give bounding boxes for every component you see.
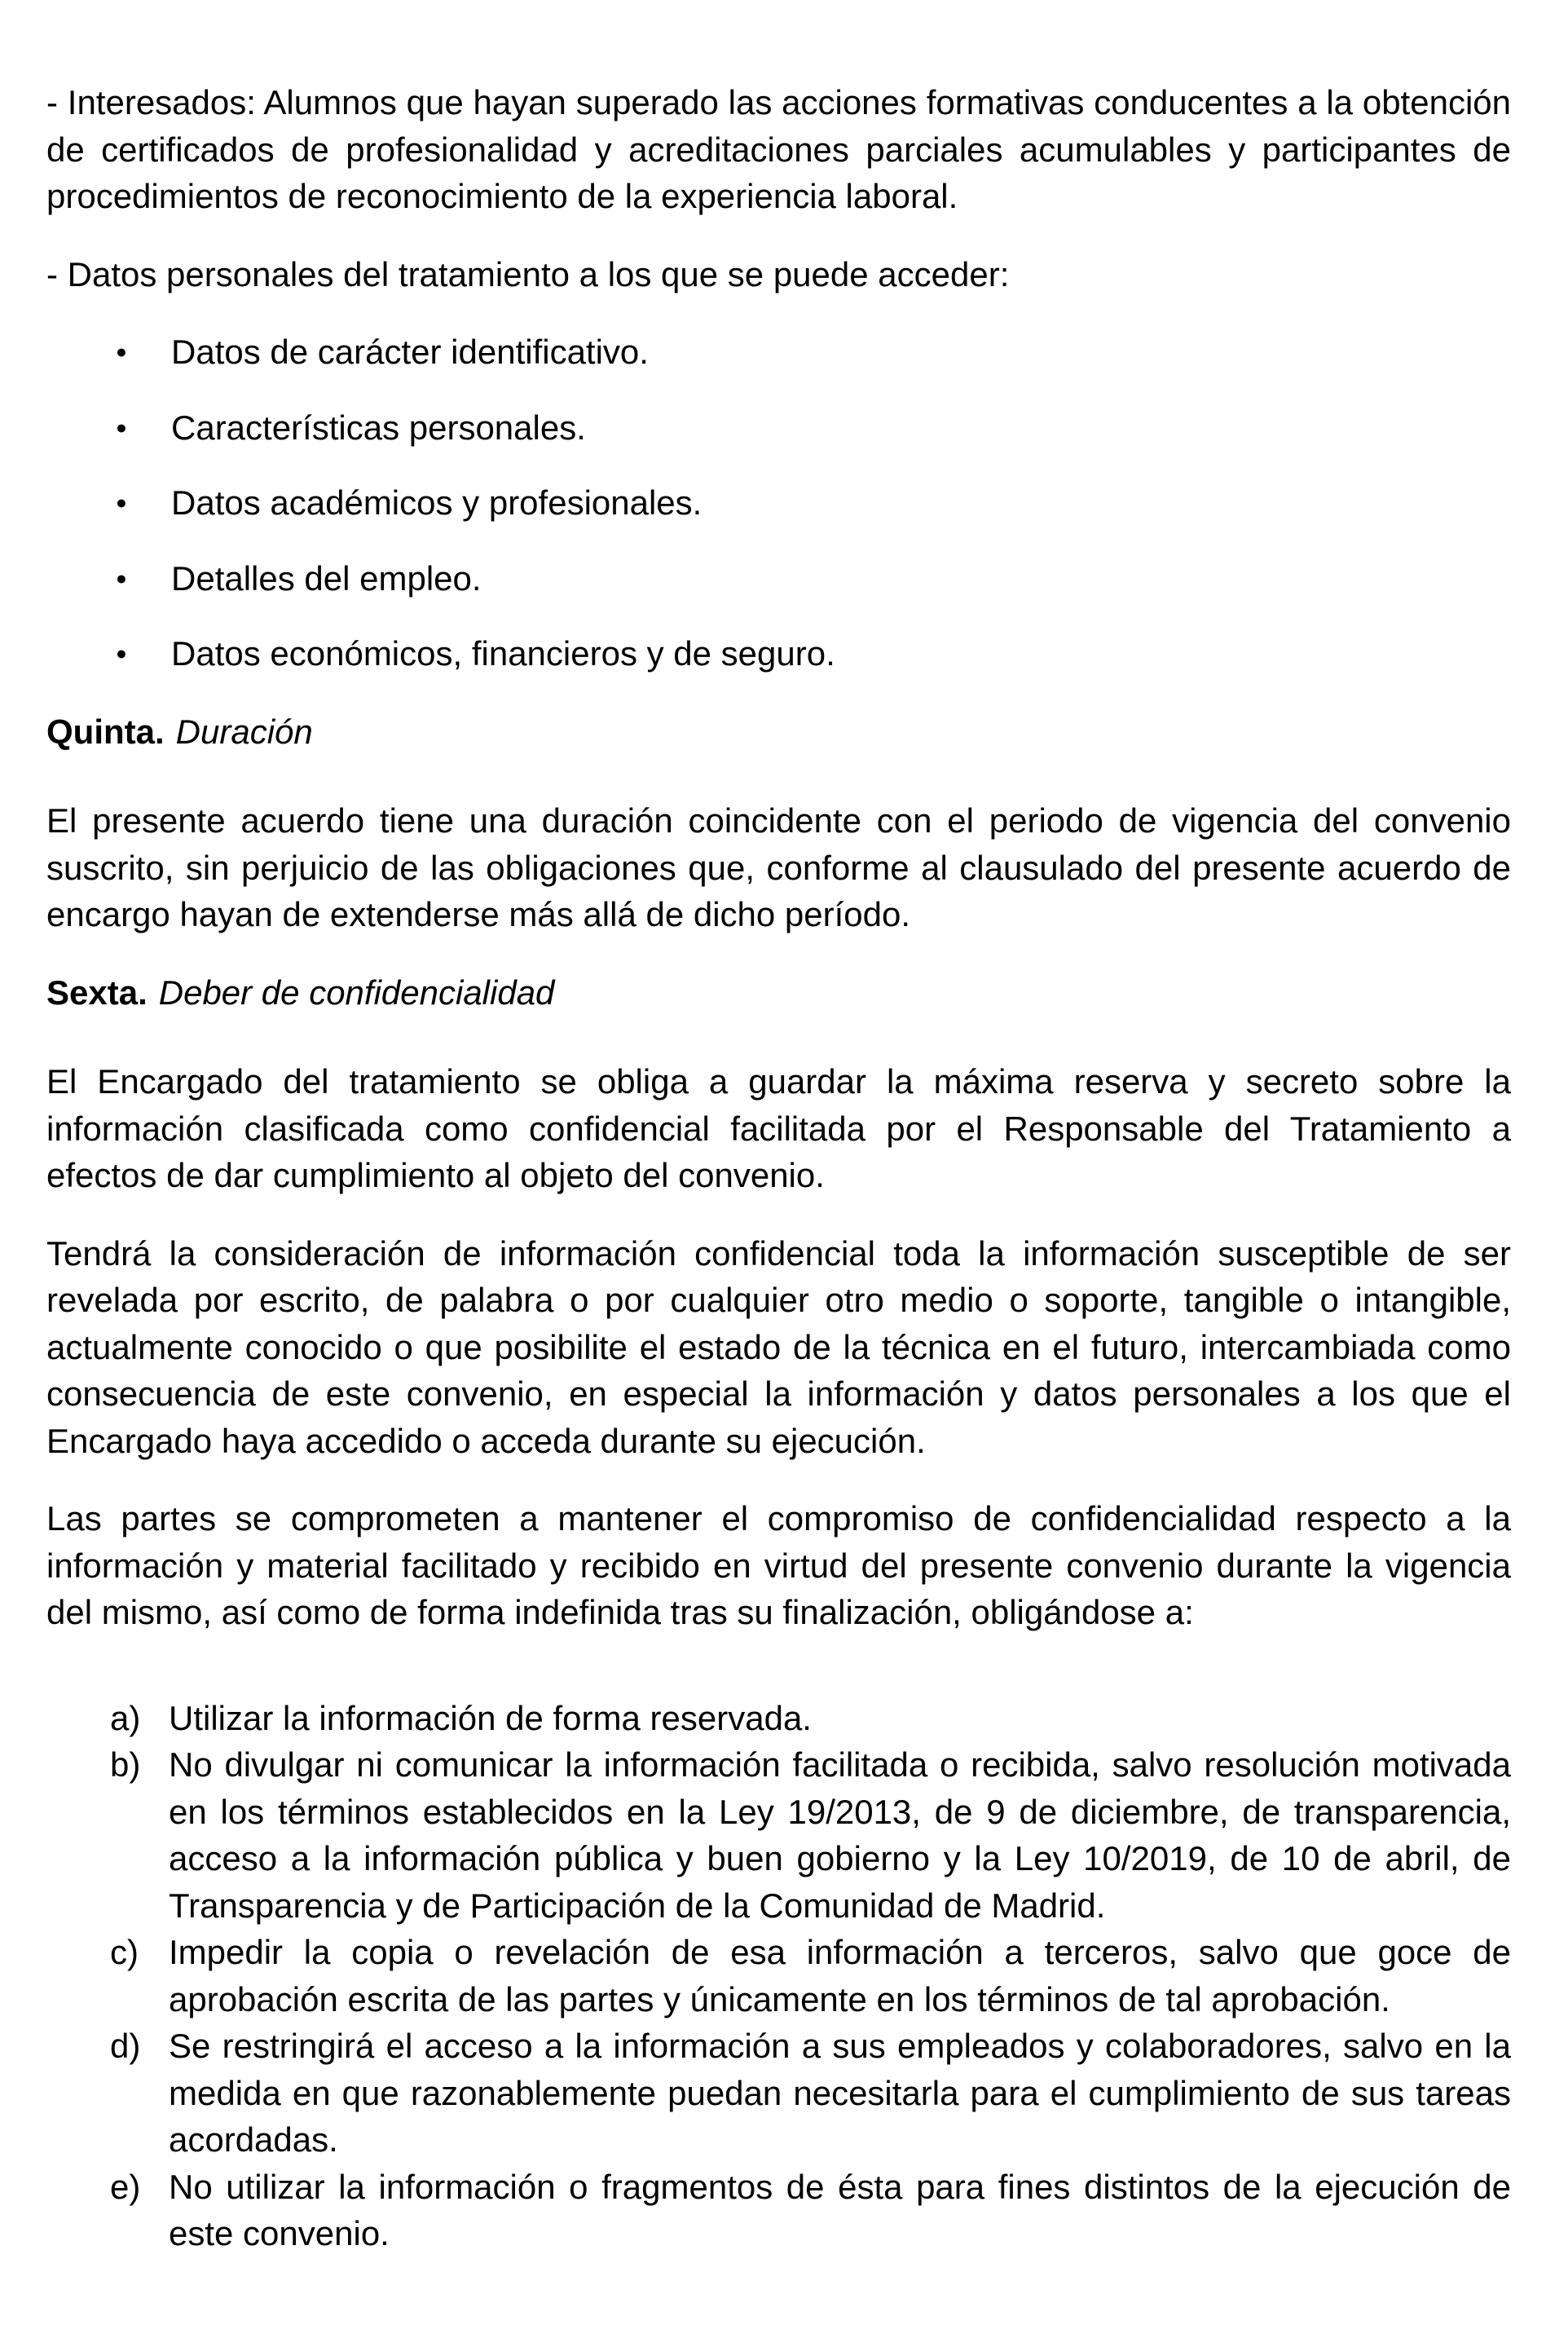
bullet-icon: ● — [116, 341, 127, 362]
heading-quinta-title: Duración — [175, 712, 313, 751]
heading-quinta — [46, 708, 1511, 756]
bullet-item — [46, 630, 1511, 677]
lettered-list — [46, 1695, 1511, 2257]
bullet-icon: ● — [116, 492, 127, 513]
bullet-item — [46, 479, 1511, 527]
lettered-item-text: Utilizar la información de forma reservada. — [169, 1698, 812, 1737]
lettered-item — [46, 2164, 1511, 2257]
heading-sexta-label: Sexta. — [46, 973, 148, 1012]
lettered-item-marker: a) — [110, 1698, 141, 1737]
lettered-item — [46, 2023, 1511, 2164]
paragraph-reserva: El Encargado del tratamiento se obliga a guardar la máxima reserva y secreto sobre la información clasificada como confidencial facilitada por el Responsable del Tratamiento a efectos de dar cumplimiento al objeto del convenio. — [46, 1062, 1511, 1194]
paragraph-datos-acceso: - Datos personales del tratamiento a los que se puede acceder: — [46, 254, 1010, 293]
paragraph-confidencial: Tendrá la consideración de información confidencial toda la información susceptible de ser revelada por escrito, de palabra o por cualquier otro medio o soporte, tangible o intangible, actualmente conocido o que posibilite el estado de la técnica en el futuro, intercambiada como consecuencia de este convenio, en especial la información y datos personales a los que el Encargado haya accedido o acceda durante su ejecución. — [46, 1233, 1511, 1460]
lettered-item-marker: b) — [110, 1745, 141, 1784]
bullet-icon: ● — [116, 416, 127, 438]
heading-sexta — [46, 969, 1511, 1017]
lettered-item — [46, 1929, 1511, 2023]
lettered-item-marker: c) — [110, 1933, 139, 1971]
lettered-item — [46, 1741, 1511, 1929]
lettered-item-marker: d) — [110, 2027, 141, 2065]
lettered-item-text: No divulgar ni comunicar la información facilitada o recibida, salvo resolución motivada en los términos establecidos en la Ley 19/2013, de 9 de diciembre, de transparencia, acceso a la información pública y buen gobierno y la Ley 10/2019, de 10 de abril, de Transparencia y de Participación de la Comunidad de Madrid. — [169, 1745, 1511, 1925]
lettered-item — [46, 1695, 1511, 1742]
lettered-item-marker: e) — [110, 2167, 141, 2206]
bullet-item-label: Detalles del empleo. — [171, 558, 482, 598]
paragraph-interesados: - Interesados: Alumnos que hayan superado las acciones formativas conducentes a la obtención de certificados de profesionalidad y acreditaciones parciales acumulables y participantes de procedimientos de reconocimiento de la experiencia laboral. — [46, 83, 1511, 215]
paragraph-duracion: El presente acuerdo tiene una duración coincidente con el periodo de vigencia del convenio suscrito, sin perjuicio de las obligaciones que, conforme al clausulado del presente acuerdo de encargo hayan de extenderse más allá de dicho período. — [46, 801, 1511, 933]
bullet-item — [46, 404, 1511, 452]
bullet-item-label: Datos académicos y profesionales. — [171, 483, 703, 522]
bullet-item — [46, 555, 1511, 602]
bullet-item-label: Datos de carácter identificativo. — [171, 333, 649, 371]
bullet-item-label: Datos económicos, financieros y de seguro. — [171, 634, 835, 673]
lettered-item-text: Se restringirá el acceso a la información a sus empleados y colaboradores, salvo en la medida en que razonablemente puedan necesitarla para el cumplimiento de sus tareas acordadas. — [169, 2027, 1511, 2159]
bullet-icon: ● — [116, 642, 127, 664]
lettered-item-text: No utilizar la información o fragmentos de ésta para fines distintos de la ejecución de este convenio. — [169, 2167, 1511, 2252]
lettered-item-text: Impedir la copia o revelación de esa información a terceros, salvo que goce de aprobación escrita de las partes y únicamente en los términos de tal aprobación. — [169, 1933, 1511, 2018]
bullet-icon: ● — [116, 567, 127, 589]
paragraph-compromiso: Las partes se comprometen a mantener el compromiso de confidencialidad respecto a la información y material facilitado y recibido en virtud del presente convenio durante la vigencia del mismo, así como de forma indefinida tras su finalización, obligándose a: — [46, 1499, 1511, 1631]
heading-quinta-label: Quinta. — [46, 712, 165, 751]
bullet-item-label: Características personales. — [171, 408, 586, 447]
bullet-list — [46, 329, 1511, 677]
bullet-item — [46, 329, 1511, 376]
heading-sexta-title: Deber de confidencialidad — [158, 973, 555, 1012]
